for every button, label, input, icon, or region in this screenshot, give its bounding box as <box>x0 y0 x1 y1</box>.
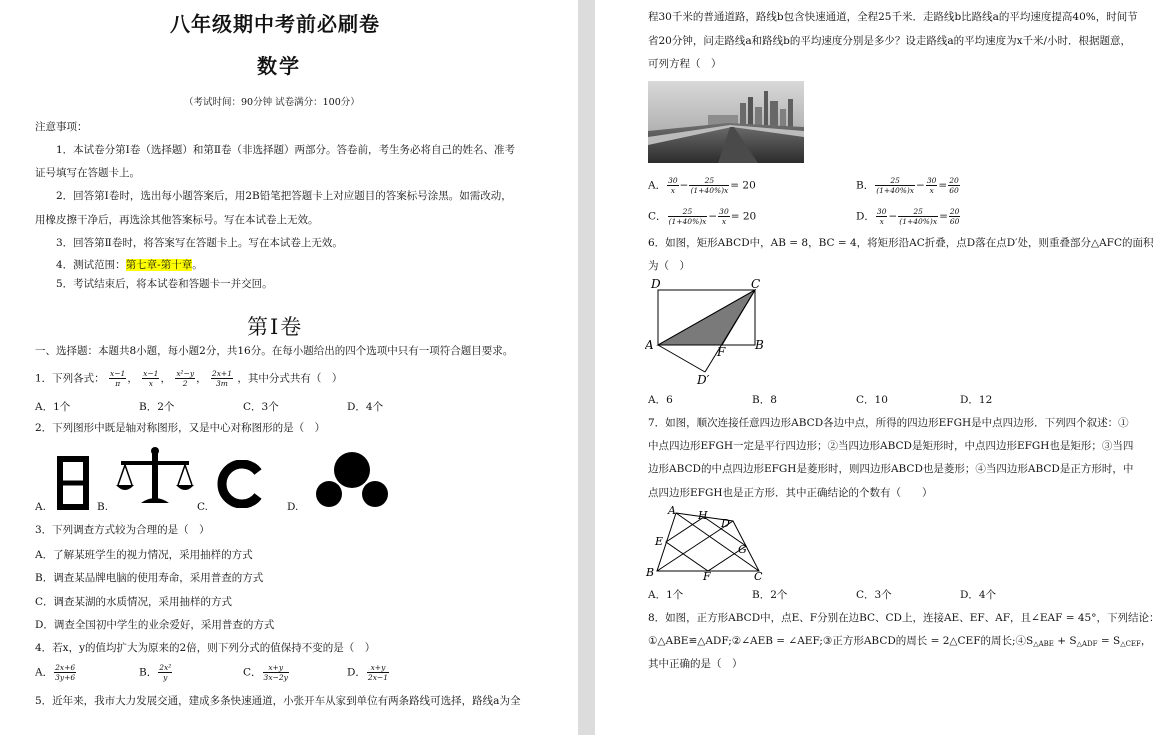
question-5-start: 5．近年来，我市大力发展交通，建成多条快速通道，小张开车从家到单位有两条路线可选择，路线a为全 <box>35 695 521 707</box>
q6-rectangle-fold-diagram <box>645 276 775 388</box>
q4-c-den: 3x−2y <box>263 673 288 682</box>
q7-label-f: F <box>703 570 711 583</box>
q5-option-c[interactable]: C． $\frac{25}{(1+40\%)x}$ − $\frac{30}{x}$ = 20 <box>648 207 757 226</box>
q1-f1-den: π <box>115 379 121 388</box>
q5-d-frac-3 <box>949 207 961 226</box>
q5-b-n3: 20 <box>949 176 959 185</box>
q2-figure-d-three-circles <box>312 450 392 510</box>
q5-line-2: 省20分钟，问走路线a和路线b的平均速度分别是多少？设走路线a的平均速度为x千米/小时．根据题意， <box>648 35 1132 47</box>
q7-line-2: 中点四边形EFGH一定是平行四边形；②当四边形ABCD是矩形时，中点四边形EFGH也是矩形；③当四 <box>648 440 1134 452</box>
right-page <box>595 0 1159 735</box>
left-page <box>0 0 578 735</box>
q4-b-num: 2x² <box>159 663 172 672</box>
q6-option-b[interactable]: B．8 <box>752 394 777 406</box>
q1-f4-num: 2x+1 <box>211 369 232 378</box>
q1-option-a[interactable]: A．1个 <box>35 401 71 413</box>
q6-label-f: F <box>717 345 726 359</box>
notes-heading: 注意事项： <box>35 121 88 133</box>
q4-a-den: 3y+6 <box>55 673 76 682</box>
subject-title: 数学 <box>257 54 301 78</box>
q4-option-b[interactable] <box>139 663 173 682</box>
q6-line-1: 6．如图，矩形ABCD中，AB = 8，BC = 4，将矩形沿AC折叠，点D落在点D′处，则重叠部分△AFC的面积 <box>648 237 1154 249</box>
q5-option-b[interactable]: B． $\frac{25}{(1+40\%)x}$ − $\frac{30}{x}$ = $\frac{20}{60}$ <box>856 176 959 195</box>
q4-b-den: y <box>163 673 168 682</box>
q6-option-d[interactable]: D．12 <box>960 394 993 406</box>
q1-f2-num: x−1 <box>143 369 159 378</box>
q7-line-1: 7．如图，顺次连接任意四边形ABCD各边中点，所得的四边形EFGH是中点四边形．下列四个叙述：① <box>648 417 1129 429</box>
page-gap <box>578 0 595 735</box>
q5-d-frac-1 <box>876 207 888 226</box>
question-2: 2．下列图形中既是轴对称图形，又是中心对称图形的是（ ） <box>35 422 326 434</box>
q8-line-3: 其中正确的是（ ） <box>648 658 743 670</box>
q4-c-fraction <box>263 663 289 682</box>
q5-d-frac-2 <box>898 207 938 226</box>
q7-option-a[interactable]: A．1个 <box>648 589 684 601</box>
q1-f1-num: x−1 <box>110 369 126 378</box>
q5-line-1: 程30千米的普通道路，路线b包含快速通道，全程25千米．走路线b比路线a的平均速度提高40%，时间节 <box>648 11 1138 23</box>
q4-d-den: 2x−1 <box>367 673 388 682</box>
q5-a-label: A． <box>648 179 667 192</box>
q5-c-label: C． <box>648 210 667 223</box>
q1-f4-den: 3m <box>216 379 228 388</box>
q7-option-d[interactable]: D．4个 <box>960 589 997 601</box>
q7-label-c: C <box>754 570 763 583</box>
q4-a-fraction <box>54 663 76 682</box>
q5-b-frac-3 <box>948 176 960 195</box>
q5-c-n2: 30 <box>719 207 729 216</box>
note-5: 5．考试结束后，将本试卷和答题卡一并交回。 <box>56 278 273 290</box>
q4-d-num: x+y <box>367 663 389 673</box>
q4-d-label: D． <box>347 666 366 679</box>
q5-a-frac-1 <box>667 176 679 195</box>
q2-figure-c-c-shape <box>214 460 268 508</box>
q5-a-n1: 30 <box>668 176 678 185</box>
q2-option-a[interactable]: A. <box>35 501 46 513</box>
note-4-prefix: 4．测试范围： <box>56 259 126 271</box>
q5-a-frac-2 <box>689 176 729 195</box>
exam-title: 八年级期中考前必刷卷 <box>170 12 380 36</box>
q1-fraction-4 <box>211 369 233 388</box>
q1-option-d[interactable]: D．4个 <box>347 401 384 413</box>
q5-b-d3: 60 <box>949 186 959 195</box>
q5-c-frac-2 <box>718 207 730 226</box>
q5-b-frac-1 <box>875 176 915 195</box>
q5-d-d1: x <box>879 217 884 226</box>
q6-label-d: D <box>651 277 661 291</box>
q5-a-n2: 25 <box>689 176 729 186</box>
q8-sub-abe: △ABE <box>1033 640 1054 648</box>
q3-option-c[interactable]: C．调查某湖的水质情况，采用抽样的方式 <box>35 596 233 608</box>
q4-option-a[interactable] <box>35 663 77 682</box>
q5-c-d2: x <box>721 217 727 226</box>
q5-a-d1: x <box>670 186 675 195</box>
q5-d-d2: (1+40%)x <box>899 217 938 226</box>
q2-figure-a-ri-character <box>57 456 89 510</box>
exam-info: （考试时间：90分钟 试卷满分：100分） <box>184 97 360 108</box>
q7-label-a: A <box>668 504 676 517</box>
q7-label-b: B <box>646 566 655 579</box>
q4-b-label: B． <box>139 666 158 679</box>
q1-fraction-1 <box>109 369 126 388</box>
note-3: 3．回答第Ⅱ卷时，将答案写在答题卡上。写在本试卷上无效。 <box>56 237 343 249</box>
q5-c-d1: (1+40%)x <box>668 217 707 226</box>
q8-equals: = S <box>1097 635 1121 647</box>
q6-option-c[interactable]: C．10 <box>856 394 888 406</box>
q8-line-2-text: ①△ABE≌△ADF;②∠AEB = ∠AEF;③正方形ABCD的周长 = 2△CEF的周长;④S <box>648 635 1034 647</box>
q1-suffix: ，其中分式共有（ ） <box>237 372 343 385</box>
note-2a: 2．回答第Ⅰ卷时，选出每小题答案后，用2B铅笔把答题卡上对应题目的答案标号涂黑。如需改动， <box>56 190 512 202</box>
q5-d-n1: 30 <box>876 207 887 216</box>
q2-option-b[interactable]: B. <box>97 501 109 513</box>
q8-sub-cef: △CEF <box>1120 640 1141 648</box>
q5-b-d2: x <box>929 186 934 195</box>
q7-option-b[interactable]: B．2个 <box>752 589 788 601</box>
question-1: 1．下列各式： $\frac{x-1}{\pi}$ ， $\frac{x-1}{x}$ ， $\frac{\text{x²−y}}{2}$ ， $\frac{2x+1}{3m}$ ，其中分式共有（ ） <box>35 369 343 388</box>
note-1b: 证号填写在答题卡上。 <box>35 167 140 179</box>
q8-line-2-end: ， <box>1140 635 1152 647</box>
q6-label-a: A <box>645 338 654 352</box>
q5-b-label: B． <box>856 179 875 192</box>
q5-b-n1: 25 <box>875 176 915 186</box>
q1-f3-num: x²−y <box>176 369 195 378</box>
q4-option-d[interactable] <box>347 663 390 682</box>
q3-option-d[interactable]: D．调查全国初中学生的业余爱好，采用普查的方式 <box>35 619 275 631</box>
section-1-heading: 一、选择题：本题共8小题，每小题2分，共16分。在每小题给出的四个选项中只有一项符合题目要求。 <box>35 345 514 357</box>
q5-c-frac-1 <box>668 207 708 226</box>
q6-line-2: 为（ ） <box>648 260 690 272</box>
question-3: 3．下列调查方式较为合理的是（ ） <box>35 524 210 536</box>
q2-option-d[interactable]: D. <box>287 501 299 513</box>
q1-f2-den: x <box>148 379 153 388</box>
test-range-highlight: 第七章-第十章 <box>125 259 193 271</box>
q5-road-photo <box>648 81 804 163</box>
q4-a-num: 2x+6 <box>55 663 76 672</box>
note-4 <box>56 258 203 272</box>
q3-option-a[interactable]: A．了解某班学生的视力情况，采用抽样的方式 <box>35 549 253 561</box>
q5-c-rhs: = 20 <box>730 210 757 223</box>
q1-f3-den: 2 <box>182 379 188 388</box>
volume-title: 第Ⅰ卷 <box>247 315 304 339</box>
q4-b-fraction <box>158 663 172 682</box>
q1-fraction-3 <box>175 369 195 388</box>
q7-label-g: G <box>738 543 747 556</box>
q5-option-a[interactable]: A． $\frac{30}{x}$ − $\frac{25}{(1+40\%)x}$ = 20 <box>648 176 756 195</box>
q5-b-d1: (1+40%)x <box>876 186 915 195</box>
q7-line-3: 边形ABCD的中点四边形EFGH是菱形时，则四边形ABCD也是菱形；④当四边形ABCD是正方形时，中 <box>648 463 1134 475</box>
q5-a-rhs: = 20 <box>730 179 756 192</box>
q5-b-n2: 30 <box>926 176 937 185</box>
q1-option-c[interactable]: C．3个 <box>243 401 279 413</box>
q7-line-4: 点四边形EFGH也是正方形．其中正确结论的个数有（ ） <box>648 487 933 499</box>
q5-line-3: 可列方程（ ） <box>648 58 722 70</box>
q8-sub-adf: △ADF <box>1076 640 1098 648</box>
q8-line-1: 8．如图，正方形ABCD中，点E、F分别在边BC、CD上，连接AE、EF、AF，且∠EAF = 45°，下列结论： <box>648 612 1159 624</box>
q5-d-label: D． <box>856 210 875 223</box>
q4-a-label: A． <box>35 666 54 679</box>
q7-label-h: H <box>698 509 708 522</box>
note-1a: 1．本试卷分第Ⅰ卷（选择题）和第Ⅱ卷（非选择题）两部分。答卷前，考生务必将自己的姓名、准考 <box>56 144 515 156</box>
note-2b: 用橡皮擦干净后，再选涂其他答案标号。写在本试卷上无效。 <box>35 214 319 226</box>
q5-option-d[interactable]: D． $\frac{30}{x}$ − $\frac{25}{(1+40\%)x}$ = $\frac{20}{60}$ <box>856 207 960 226</box>
q6-label-c: C <box>751 277 761 291</box>
q8-line-2 <box>648 634 1151 651</box>
q6-option-a[interactable]: A．6 <box>648 394 673 406</box>
q2-option-c[interactable]: C. <box>197 501 208 513</box>
q1-option-b[interactable]: B．2个 <box>139 401 175 413</box>
q4-d-fraction <box>367 663 389 682</box>
q6-label-d-prime: D′ <box>697 373 710 387</box>
q7-label-e: E <box>655 535 664 548</box>
q5-d-n2: 25 <box>898 207 938 217</box>
q5-c-n1: 25 <box>668 207 708 217</box>
q8-plus: + S <box>1053 635 1077 647</box>
q1-prefix: 1．下列各式： <box>35 372 105 385</box>
question-4: 4．若x，y的值均扩大为原来的2倍，则下列分式的值保持不变的是（ ） <box>35 642 376 654</box>
q5-a-d2: (1+40%)x <box>690 186 729 195</box>
q6-label-b: B <box>755 338 764 352</box>
q5-b-frac-2 <box>926 176 938 195</box>
note-4-suffix: 。 <box>192 259 203 271</box>
q2-figure-b-balance-scale <box>115 445 195 507</box>
q7-label-d: D <box>721 517 730 530</box>
q5-d-n3: 20 <box>949 207 960 216</box>
q1-fraction-2 <box>142 369 159 388</box>
q4-option-c[interactable] <box>243 663 290 682</box>
q4-c-label: C． <box>243 666 262 679</box>
q4-c-num: x+y <box>263 663 289 673</box>
q7-option-c[interactable]: C．3个 <box>856 589 892 601</box>
q3-option-b[interactable]: B．调查某品牌电脑的使用寿命，采用普查的方式 <box>35 572 264 584</box>
q7-midpoint-quadrilateral-diagram <box>645 503 770 583</box>
q5-d-d3: 60 <box>949 217 960 226</box>
